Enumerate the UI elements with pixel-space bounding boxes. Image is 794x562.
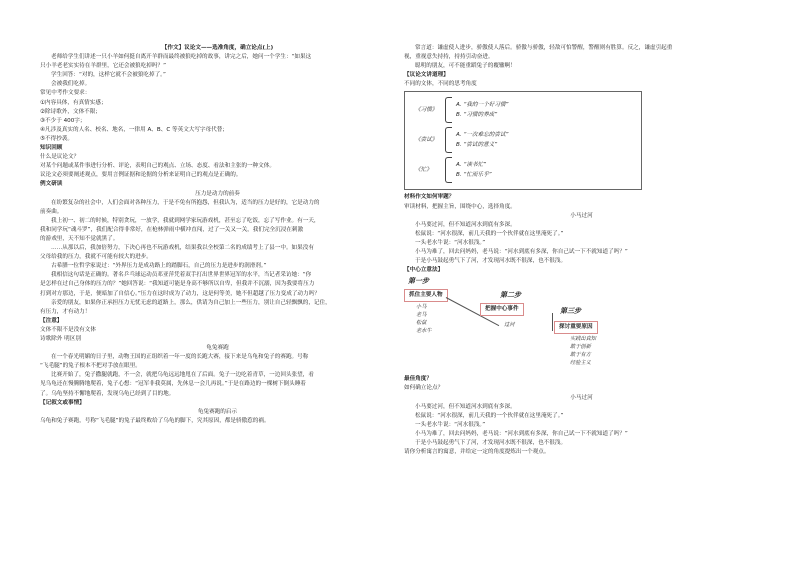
text-line: 一头老水牛说：“河水很浅。” <box>415 239 486 246</box>
text-line: 在一个春光明媚的日子里，动物王国的正组织着一年一度的长跑大赛，接下来是乌龟和兔子的赛跑。号称 <box>51 354 309 361</box>
text-line: ③不少于 400字； <box>40 117 86 124</box>
step-two-box: 把握中心事件 <box>480 303 524 316</box>
angle-group <box>415 127 637 153</box>
text-line: 古希腊一位哲学家说过：“外界压力是成功路上的踏脚石，自己的压力是进步的润滑剂。” <box>51 263 267 270</box>
text-line: 常见中考作文要求： <box>40 90 91 97</box>
text-line: 小马为难了，回去问妈妈，老马说：“河水到底有多深，你自己试一下不就知道了吗？” <box>415 430 628 437</box>
text-line: 乌龟和兔子赛跑，号称“飞毛腿”的兔子最终败给了乌龟的脚下，究其原因，都是骄傲惹的祸。 <box>40 417 270 424</box>
characters-list <box>416 303 432 335</box>
text-line: 会被我们吃掉。 <box>51 81 91 88</box>
right-column <box>404 44 759 457</box>
text-line: 知识回顾 <box>40 145 63 152</box>
step-one-box: 抓住主要人物 <box>404 289 448 302</box>
text-line: 打到对方那边，于是，便暗加了自信心。”压力在这时成为了动力，这是何等美，她不但超越了压力变成了动力吗？ <box>40 290 320 297</box>
step-three-label: 第三步 <box>560 307 581 316</box>
group-options <box>456 160 492 180</box>
text-line: 见乌龟还在慢腾腾地爬着，兔子心想：“冠军非我莫属，先休息一会儿再说。”于是在路边的一棵树下倒头睡着 <box>40 381 306 388</box>
left-column <box>40 44 395 426</box>
text-line: 最佳角度？ <box>404 376 432 383</box>
text-line: 请你分析寓言的寓意，并给定一定的角度提炼出一个观点。 <box>404 449 550 456</box>
event-label: 过河 <box>504 322 515 329</box>
step-two-label: 第二步 <box>500 291 521 300</box>
character: 松鼠 <box>416 320 427 327</box>
text-line: 【议论文讲道理】 <box>404 72 449 79</box>
text-line: 材料作文如何审题？ <box>404 194 455 201</box>
text-line: 【注意】 <box>40 317 63 324</box>
text-line: 对某个问题或某件事进行分析、评论，表明自己的观点、立场、态度、看法和主张的一种文体。 <box>40 163 275 170</box>
text-line: 一头老水牛说：“河水很浅。” <box>415 421 486 428</box>
text-line: 例文研读 <box>40 181 63 188</box>
text-line: 龟兔赛跑 <box>206 345 229 352</box>
text-line: ⑤不得抄袭。 <box>40 135 73 142</box>
center-idea-diagram <box>404 277 759 371</box>
text-line: ②除诗歌外，文体不限； <box>40 108 101 115</box>
angle-comparison-box <box>404 91 642 190</box>
reason: 经验主义 <box>570 360 591 367</box>
text-line: 龟兔赛跑的启示 <box>197 408 238 415</box>
text-line: 如何确立论点？ <box>404 385 444 392</box>
brace-icon <box>445 97 452 123</box>
character: 老水牛 <box>416 328 432 335</box>
group-title: 《忙》 <box>415 166 432 173</box>
step-three-box: 探讨重要原因 <box>554 321 598 334</box>
step-one-label: 第一步 <box>408 277 429 286</box>
text-line: 小马过河 <box>570 212 593 219</box>
text-line: ①内容具体，有真情实感； <box>40 99 107 106</box>
text-line: 我相信这句话是正确的。著名乒乓球运动员邓亚萍凭着双手打出世界世界冠军的水平，当记者采访她：“你 <box>51 272 312 279</box>
option-a: A. “我的一个好习惯” <box>456 102 509 109</box>
text-line: 我上初一、初二的时候，特别贪玩，一放学，我就到网学家玩游戏机，甚至忘了吃饭，忘了写作业。有一天， <box>51 217 320 224</box>
text-line: 了。乌龟坚持不懈地爬着，发现乌龟已经到了目的地。 <box>40 390 175 397</box>
text-line: 是怎样在过自己身体的压力的？”她回答说：“我知道可能是身高不够所以自卑，但我并不沉溺，因为我要将压力 <box>40 281 315 288</box>
connector-line <box>552 313 553 331</box>
right-top-text <box>404 44 759 89</box>
text-line: 我和同学玩“魂斗罗”，我们配合得非常好，在枪林弹雨中横冲直闯，过了一关又一关，我们完全沉浸在刺激 <box>40 226 304 233</box>
text-line: 压力是动力的前奏 <box>195 190 240 197</box>
text-line: 审读材料，把握主旨，围绕中心，选择角度。 <box>404 203 516 210</box>
option-b: B. “习惯的养成” <box>456 112 498 119</box>
text-line: 聪明的朋友，可不能重蹈兔子的覆辙啊！ <box>415 63 516 70</box>
text-line: 松鼠说：“河水很深，前几天我的一个伙伴就在这里淹死了。” <box>415 412 564 419</box>
angle-group <box>415 157 637 183</box>
text-line: 的游戏里，天不知不觉就黑了。 <box>40 235 119 242</box>
text-line: 在纷繁复杂的社会中，人们会面对各种压力，于是不免有所抱怨，但我认为，适当的压力是好的，它是动力的 <box>51 199 320 206</box>
text-line: 【记叙文或事情】 <box>40 399 85 406</box>
reason: 敢于创新 <box>570 344 591 351</box>
text-line: 于是小马鼓起勇气下了河，才发现河水既不很深，也不很浅。 <box>415 258 567 265</box>
text-line: 亲爱的朋友，如果你正承担压力无忧无虑的道路上，那么，供请为自己加上一些压力，别让自己轻飘飘的，记住， <box>51 299 331 306</box>
text-line: 【作文】议论文——选准角度，确立论点(上) <box>161 45 274 51</box>
text-line: 父母给我的压力，我就不可能有较大的进步。 <box>40 254 152 261</box>
reason: 实践出真知 <box>570 336 596 343</box>
text-line: 文体不限不是没有文体 <box>40 326 96 333</box>
character: 老马 <box>416 312 427 319</box>
text-line: 松鼠说：“河水很深，前几天我的一个伙伴就在这里淹死了。” <box>415 230 564 237</box>
text-line: 诗歌除外 明区别 <box>40 336 81 342</box>
text-line: 议论文必须要阐述观点，要用言例证据和论据的分析来证明自己的观点是正确的。 <box>40 172 242 179</box>
text-line: 视，重视意失持持，持持引动奋进。 <box>404 54 494 61</box>
text-line: 不同的文体，不同的思考角度 <box>404 81 477 88</box>
reasons-list <box>570 335 596 367</box>
angle-group <box>415 97 637 123</box>
text-line: ④凡涉及真实的人名、校名、地名，一律用 A、B、C 等英文大写字母代替； <box>40 126 228 133</box>
text-line: 于是小马鼓起勇气下了河，才发现河水既不很深，也不很浅。 <box>415 439 567 446</box>
text-line: 小马过河 <box>570 394 593 401</box>
text-line: 小马要过河，但不知道河水到底有多深。 <box>415 403 516 410</box>
group-options <box>456 100 508 120</box>
text-line: 老师给学生们讲述一只小羊如何挺自离开羊群而最终被狼吃掉的故事，讲完之后，她问一个学生：“如果这 <box>51 54 312 61</box>
group-options <box>456 130 508 150</box>
brace-icon <box>445 157 452 183</box>
text-line: ……从那以后，我加倍努力，下决心再也不玩游戏机，结果我以全校第二名的成绩考上了县一中。如果没有 <box>51 245 314 252</box>
text-line: 学生回答：“对的，这样它就不会被狼吃掉了。” <box>51 72 166 79</box>
option-b: B. “尝试的意义” <box>456 142 498 149</box>
option-b: B. “忙而乐乎” <box>456 172 492 179</box>
option-a: A. “读书忙” <box>456 162 487 169</box>
text-line: 比赛开始了，兔子撒腿就跑，不一会，就把乌龟远远地甩在了后面。兔子一边吃着青草，一边回头张望，看 <box>51 372 314 379</box>
option-a: A. “一次难忘的尝试” <box>456 132 509 139</box>
right-bottom-text <box>404 375 759 457</box>
text-line: 前奏曲。 <box>40 208 63 215</box>
group-title: 《习惯》 <box>415 106 438 113</box>
character: 小马 <box>416 304 427 311</box>
text-line: 只小羊老老实实待在羊群里，它还会被狼吃掉吗？” <box>40 63 166 70</box>
text-line: 什么是议论文？ <box>40 154 80 161</box>
reason: 敢于有方 <box>570 352 591 359</box>
text-line: 小马要过河，但不知道河水到底有多深。 <box>415 221 516 228</box>
text-line: 【中心立意法】 <box>404 267 444 274</box>
group-title: 《尝试》 <box>415 136 438 143</box>
text-line: 有压力，才有动力！ <box>40 308 91 315</box>
brace-icon <box>445 127 452 153</box>
text-line: 小马为难了，回去问妈妈，老马说：“河水到底有多深，你自己试一下不就知道了吗？” <box>415 249 628 256</box>
text-line: 常言道：谦虚使人进步，骄傲使人落后。骄傲与骄傲，轻敌可怕警醒，警醒则有胜算。反之，谦虚引起重 <box>415 45 673 51</box>
right-middle-text <box>404 193 759 275</box>
text-line: “飞毛腿”的兔子根本不把对手放在眼里。 <box>40 363 141 370</box>
